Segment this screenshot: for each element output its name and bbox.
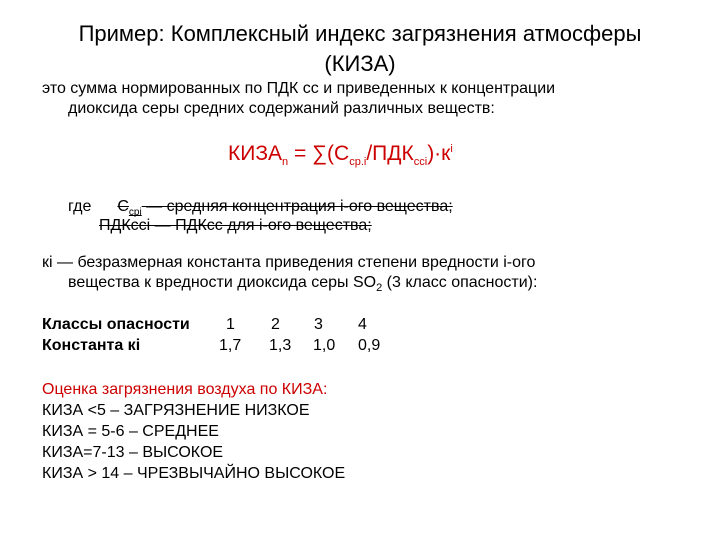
assessment-item: КИЗА = 5-6 – СРЕДНЕЕ bbox=[42, 423, 219, 440]
ki-line-2-text: вещества к вредности диоксида серы SO bbox=[68, 274, 377, 291]
ki-line-2 bbox=[68, 273, 537, 293]
class-cell: 3 bbox=[314, 316, 323, 333]
formula-pdk-subscript: ссi bbox=[413, 156, 428, 169]
page-title-line-2: (КИЗА) bbox=[324, 51, 396, 76]
formula-lhs: КИЗА bbox=[228, 142, 283, 165]
so2-subscript: 2 bbox=[376, 282, 383, 295]
where-c-symbol: C bbox=[117, 198, 129, 215]
assessment-item: КИЗА > 14 – ЧРЕЗВЫЧАЙНО ВЫСОКОЕ bbox=[42, 465, 346, 482]
class-cell: 2 bbox=[271, 316, 280, 333]
constant-cell: 1,3 bbox=[269, 337, 292, 354]
formula-c-subscript: ср.i bbox=[349, 156, 367, 169]
formula-k: )·к bbox=[427, 142, 451, 165]
page-title-line-1: Пример: Комплексный индекс загрязнения атмосферы bbox=[78, 21, 642, 46]
intro-line-2: диоксида серы средних содержаний различных веществ: bbox=[68, 100, 495, 117]
constants-row-label: Константа кi bbox=[42, 337, 141, 354]
class-cell: 1 bbox=[226, 316, 235, 333]
formula-k-superscript: i bbox=[450, 143, 453, 155]
formula-sum: = ∑(C bbox=[288, 142, 350, 165]
assessment-heading: Оценка загрязнения воздуха по КИЗА: bbox=[42, 381, 328, 398]
constant-cell: 1,0 bbox=[313, 337, 336, 354]
assessment-item: КИЗА <5 – ЗАГРЯЗНЕНИЕ НИЗКОЕ bbox=[42, 402, 310, 419]
where-c-subscript: срi bbox=[128, 207, 142, 219]
kiza-formula bbox=[228, 142, 453, 169]
formula-lhs-subscript: n bbox=[282, 156, 289, 169]
where-c-line bbox=[68, 197, 453, 217]
classes-row-label: Классы опасности bbox=[42, 316, 190, 333]
constant-cell: 0,9 bbox=[358, 337, 381, 354]
assessment-item: КИЗА=7-13 – ВЫСОКОЕ bbox=[42, 444, 224, 461]
ki-line-1: кi — безразмерная константа приведения степени вредности i-ого bbox=[42, 254, 536, 271]
formula-pdk: /ПДК bbox=[366, 142, 414, 165]
where-pdk-line: ПДКссi — ПДКсс для i-ого вещества; bbox=[99, 217, 372, 234]
ki-line-2-end: (3 класс опасности): bbox=[382, 274, 538, 291]
where-word: где bbox=[68, 198, 92, 215]
where-c-text: — средняя концентрация i-ого вещества; bbox=[141, 198, 453, 215]
intro-line-1: это сумма нормированных по ПДК сс и приведенных к концентрации bbox=[42, 80, 556, 97]
class-cell: 4 bbox=[358, 316, 367, 333]
constant-cell: 1,7 bbox=[219, 337, 242, 354]
